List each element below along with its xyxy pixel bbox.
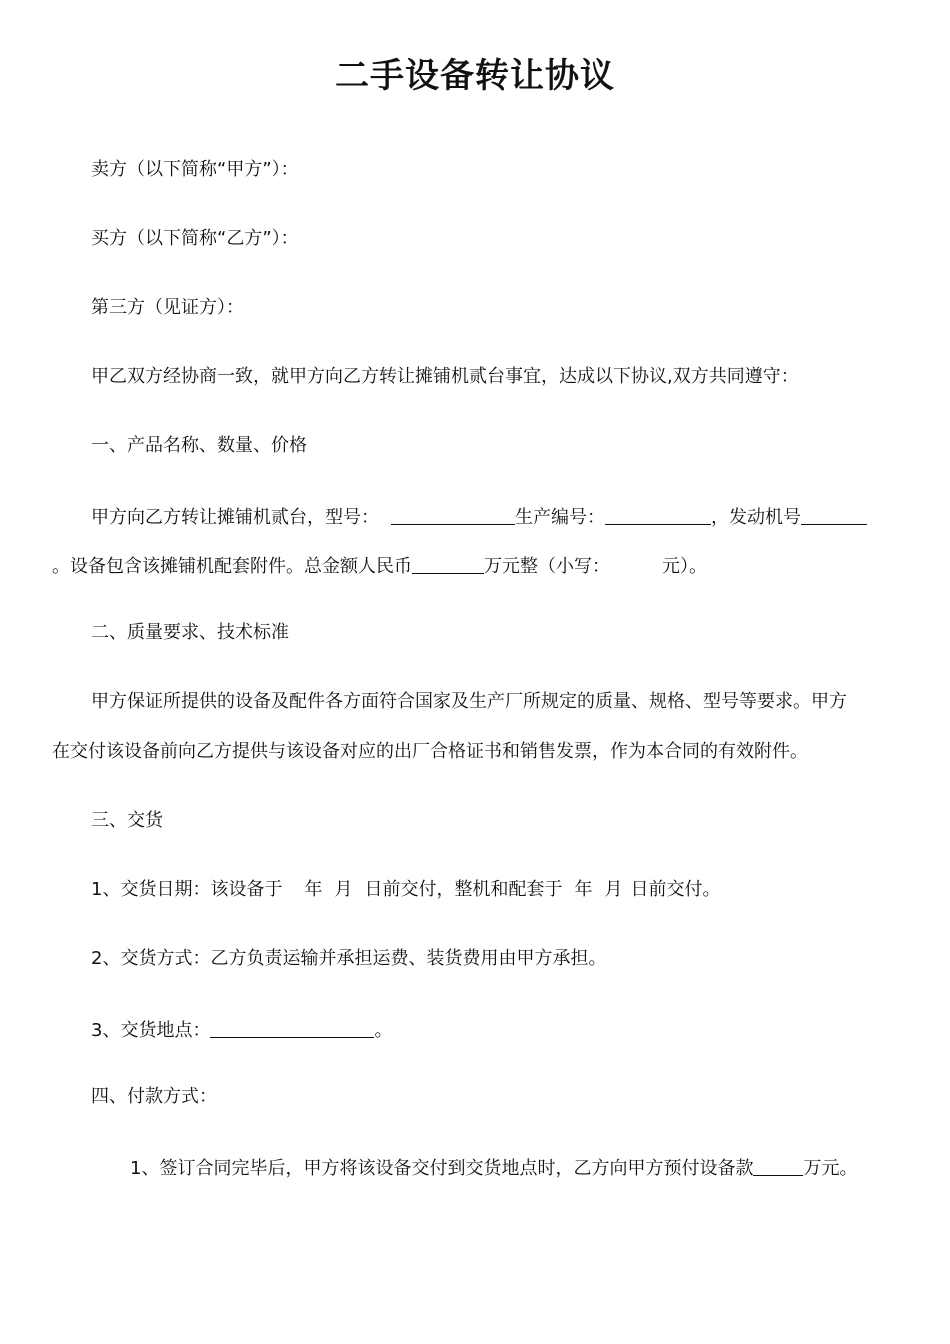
section3-heading: 三、交货 [91, 810, 163, 831]
delivery-date-text-a: 1、交货日期：该设备于 [91, 879, 283, 900]
delivery-date-text-b: 日前交付，整机和配套于 [364, 879, 563, 900]
delivery-method-line: 2、交货方式：乙方负责运输并承担运费、装货费用由甲方承担。 [91, 948, 607, 969]
section2-heading: 二、质量要求、技术标准 [91, 622, 289, 643]
month-label-1: 月 [334, 879, 353, 900]
buyer-line: 买方（以下简称“乙方”）： [91, 228, 299, 249]
section1-line1 [91, 502, 867, 531]
month-label-2: 月 [604, 879, 623, 900]
intro-paragraph: 甲乙双方经协商一致，就甲方向乙方转让摊铺机贰台事宜，达成以下协议,双方共同遵守： [91, 366, 799, 387]
delivery-location-line [91, 1015, 392, 1044]
section1-text-b: 生产编号： [515, 507, 605, 528]
serial-number-blank[interactable] [605, 504, 711, 525]
delivery-location-blank[interactable] [210, 1017, 374, 1038]
section1-text-a: 甲方向乙方转让摊铺机贰台，型号： [91, 507, 379, 528]
amount-words-blank[interactable] [412, 553, 484, 574]
year-label-1: 年 [304, 879, 323, 900]
delivery-location-text-a: 3、交货地点： [91, 1020, 211, 1041]
delivery-date-text-c: 日前交付。 [630, 879, 721, 900]
section1-text-e: 万元整（小写： [484, 556, 610, 577]
document-title: 二手设备转让协议 [335, 56, 615, 96]
section1-text-c: ，发动机号 [711, 507, 801, 528]
engine-number-blank[interactable] [801, 504, 867, 525]
witness-line: 第三方（见证方）： [91, 297, 244, 318]
section2-line2: 在交付该设备前向乙方提供与该设备对应的出厂合格证书和销售发票，作为本合同的有效附件。 [52, 741, 808, 762]
prepayment-blank[interactable] [753, 1155, 803, 1176]
seller-line: 卖方（以下简称“甲方”）： [91, 159, 299, 180]
section1-heading: 一、产品名称、数量、价格 [91, 435, 307, 456]
payment-item1-line [130, 1153, 857, 1182]
model-blank[interactable] [391, 504, 515, 525]
section4-heading: 四、付款方式： [91, 1086, 217, 1107]
payment-text-b: 万元。 [803, 1158, 858, 1179]
section1-text-d: 。设备包含该摊铺机配套附件。总金额人民币 [52, 556, 412, 577]
year-label-2: 年 [574, 879, 593, 900]
payment-text-a: 1、签订合同完毕后，甲方将该设备交付到交货地点时，乙方向甲方预付设备款 [130, 1158, 754, 1179]
delivery-location-text-b: 。 [374, 1020, 393, 1041]
delivery-date-line [91, 877, 720, 903]
section2-line1: 甲方保证所提供的设备及配件各方面符合国家及生产厂所规定的质量、规格、型号等要求。甲方 [91, 691, 847, 712]
section1-text-f: 元）。 [662, 556, 707, 577]
section1-line2 [52, 551, 707, 580]
